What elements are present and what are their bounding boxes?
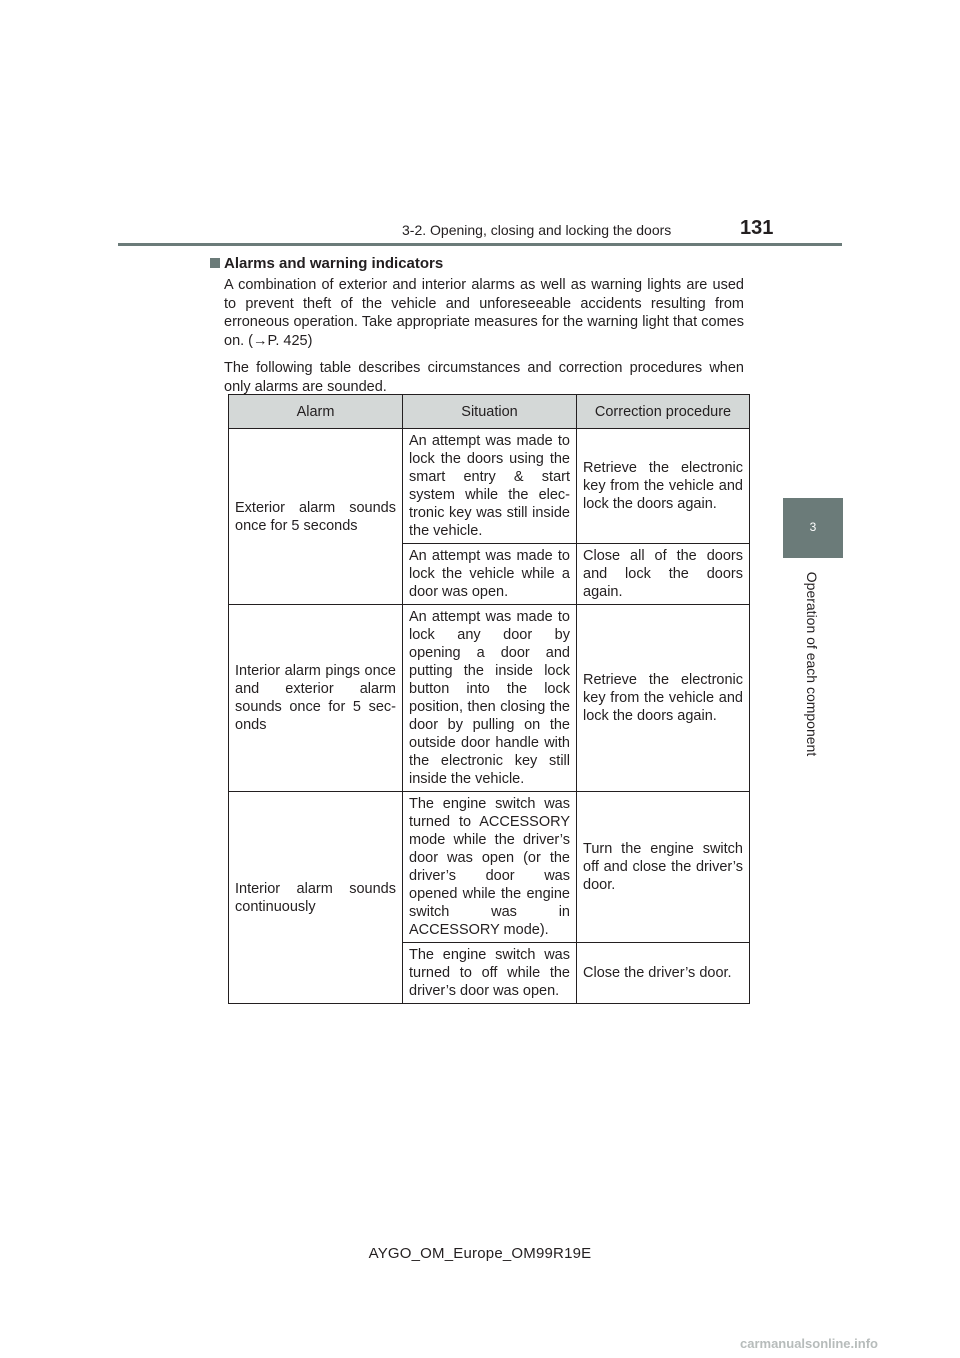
section-heading — [210, 255, 744, 272]
header-divider — [118, 243, 842, 246]
alarm-cell: Interior alarm pings once and exterior alarm sounds once for 5 sec-onds — [229, 605, 403, 792]
table-header-row — [229, 395, 750, 429]
header-situation: Situation — [403, 395, 577, 429]
header-alarm: Alarm — [229, 395, 403, 429]
table-row — [229, 605, 750, 792]
section-title: 3-2. Opening, closing and locking the doors — [402, 222, 672, 238]
correction-cell: Close all of the doors and lock the doors again. — [577, 544, 750, 605]
square-bullet-icon — [210, 258, 220, 268]
correction-cell: Close the driver’s door. — [577, 943, 750, 1004]
chapter-tab[interactable] — [783, 498, 843, 558]
alarm-cell: Interior alarm sounds continuously — [229, 792, 403, 1004]
alarms-section — [210, 255, 744, 396]
situation-cell: An attempt was made to lock the doors using the smart entry & start system while the elec-tronic key was still inside the vehicle. — [403, 429, 577, 544]
watermark: carmanualsonline.info — [740, 1336, 878, 1351]
correction-cell: Retrieve the electronic key from the vehicle and lock the doors again. — [577, 605, 750, 792]
alarm-cell: Exterior alarm sounds once for 5 seconds — [229, 429, 403, 605]
correction-cell: Turn the engine switch off and close the driver’s door. — [577, 792, 750, 943]
table-row — [229, 429, 750, 544]
situation-cell: The engine switch was turned to off while the driver’s door was open. — [403, 943, 577, 1004]
situation-cell: An attempt was made to lock the vehicle while a door was open. — [403, 544, 577, 605]
situation-cell: An attempt was made to lock any door by opening a door and putting the inside lock button into the lock position, then closing the door by pulling on the outside door handle with the electronic key still inside the vehicle. — [403, 605, 577, 792]
page-number: 131 — [740, 217, 774, 239]
section-heading-text: Alarms and warning indicators — [224, 255, 444, 272]
alarms-table — [228, 394, 750, 1004]
situation-cell: The engine switch was turned to ACCESSORY mode while the driver’s door was open (or the driver’s door was opened while the engine switch was in ACCESSORY mode). — [403, 792, 577, 943]
header-correction: Correction procedure — [577, 395, 750, 429]
table-row — [229, 792, 750, 943]
correction-cell: Retrieve the electronic key from the vehicle and lock the doors again. — [577, 429, 750, 544]
table-description: The following table describes circumstances and correction procedures when only alarms are sounded. — [224, 360, 744, 395]
intro-paragraph: A combination of exterior and interior alarms as well as warning lights are used to prevent theft of the vehicle and unforeseeable accidents resulting from erroneous operation. Take appropriate measures for the warning light that comes on. (→P. 425) — [224, 277, 744, 349]
chapter-label: Operation of each component — [804, 571, 820, 757]
document-code: AYGO_OM_Europe_OM99R19E — [368, 1245, 592, 1262]
chapter-number: 3 — [809, 520, 817, 534]
